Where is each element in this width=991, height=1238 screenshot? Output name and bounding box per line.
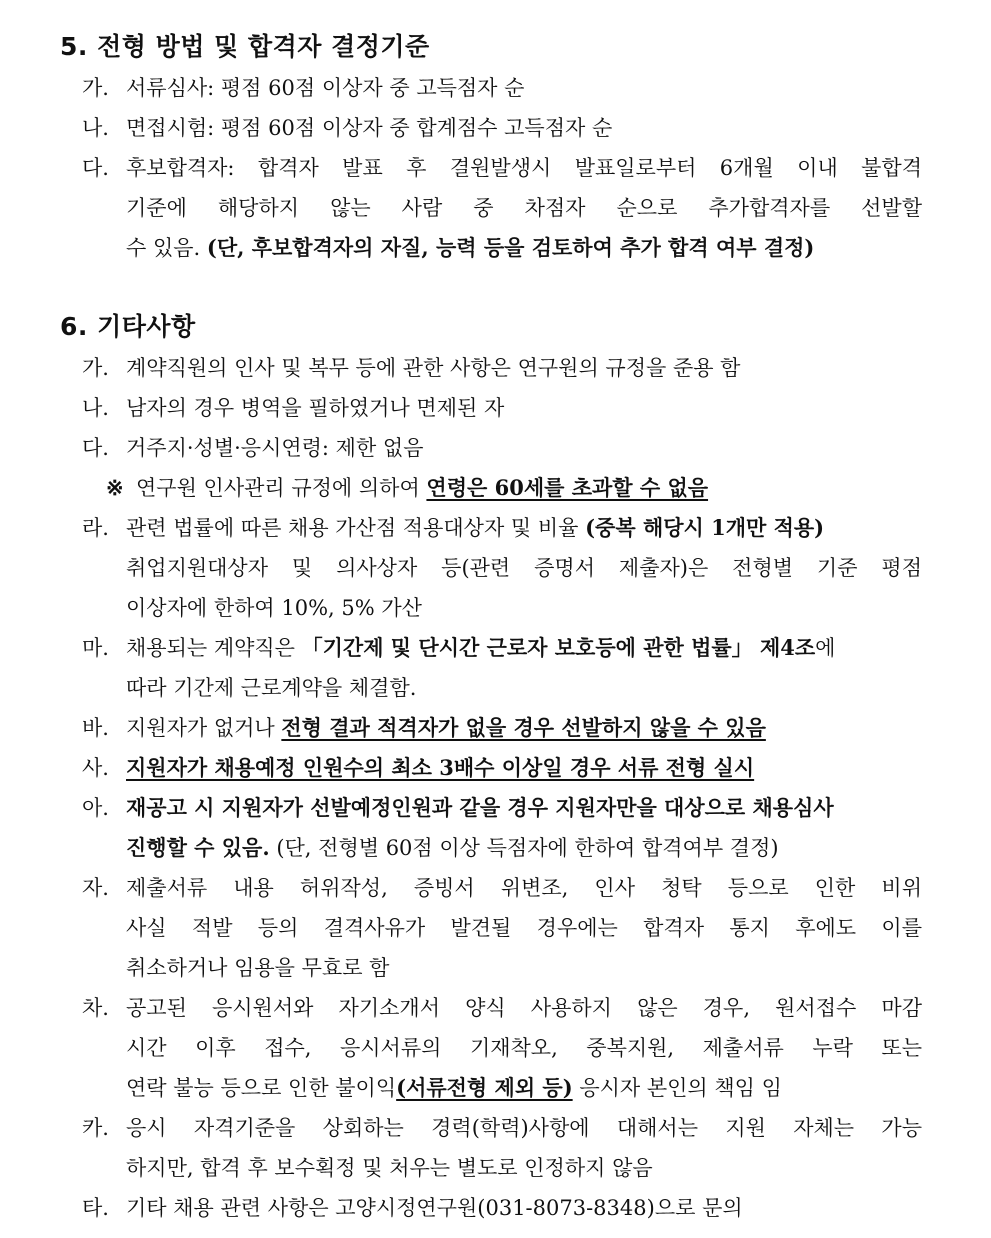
- item-marker: 카.: [82, 1116, 109, 1140]
- s6-item-sa: [82, 748, 922, 788]
- s6-item-ra: [82, 508, 922, 548]
- item-marker: 가.: [82, 356, 109, 380]
- item-marker: 바.: [82, 716, 109, 740]
- s6-item-cha: [82, 988, 922, 1028]
- s6-item-ma: [82, 628, 922, 668]
- section-5-heading: 5. 전형 방법 및 합격자 결정기준: [60, 32, 430, 61]
- s6-item-ka-cont: [126, 1148, 922, 1188]
- item-marker: 차.: [82, 996, 109, 1020]
- item-text: 기준에 해당하지 않는 사람 중 차점자 순으로 추가합격자를 선발할: [126, 196, 922, 220]
- item-text: 이상자에 한하여 10%, 5% 가산: [126, 596, 422, 620]
- item-text: 지원자가 없거나: [126, 716, 282, 740]
- item-marker: 라.: [82, 516, 109, 540]
- s5-item-da-cont: [126, 188, 922, 228]
- item-emphasis: (단, 후보합격자의 자질, 능력 등을 검토하여 추가 합격 여부 결정): [206, 235, 815, 260]
- item-text: 서류심사: 평점 60점 이상자 중 고득점자 순: [126, 76, 525, 100]
- s6-item-ka: [82, 1108, 922, 1148]
- s6-item-da: [82, 428, 922, 468]
- reference-mark: ※: [106, 475, 124, 500]
- s6-item-ra-cont: [126, 548, 922, 588]
- item-emphasis: (서류전형 제외 등): [396, 1075, 573, 1100]
- item-text: 거주지·성별·응시연령: 제한 없음: [126, 436, 424, 460]
- item-text: 연락 불능 등으로 인한 불이익: [126, 1076, 397, 1100]
- item-text: 제출서류 내용 허위작성, 증빙서 위변조, 인사 청탁 등으로 인한 비위: [126, 876, 922, 900]
- item-text: 수 있음.: [126, 236, 207, 260]
- s6-item-ra-cont2: [126, 588, 922, 628]
- s6-item-ta: [82, 1188, 922, 1228]
- item-emphasis: 진행할 수 있음.: [126, 835, 270, 860]
- item-text: 취업지원대상자 및 의사상자 등(관련 증명서 제출자)은 전형별 기준 평점: [126, 556, 922, 580]
- item-text: 계약직원의 인사 및 복무 등에 관한 사항은 연구원의 규정을 준용 함: [126, 356, 741, 380]
- s6-item-ga: [82, 348, 922, 388]
- item-text-end: 에: [815, 636, 836, 660]
- item-emphasis: 「기간제 및 단시간 근로자 보호등에 관한 법률」 제4조: [301, 635, 816, 660]
- s6-item-na: [82, 388, 922, 428]
- item-text: 채용되는 계약직은: [126, 636, 302, 660]
- item-text: 사실 적발 등의 결격사유가 발견될 경우에는 합격자 통지 후에도 이를: [126, 916, 922, 940]
- item-marker: 다.: [82, 436, 109, 460]
- item-marker: 자.: [82, 876, 109, 900]
- s6-note-age: [106, 468, 946, 508]
- item-emphasis: (중복 해당시 1개만 적용): [585, 515, 825, 540]
- item-text: (단, 전형별 60점 이상 득점자에 한하여 합격여부 결정): [269, 836, 779, 860]
- item-marker: 다.: [82, 156, 109, 180]
- section-6-heading: 6. 기타사항: [60, 312, 196, 341]
- item-text: 기타 채용 관련 사항은 고양시정연구원(031-8073-8348)으로 문의: [126, 1196, 743, 1220]
- item-emphasis: 지원자가 채용예정 인원수의 최소 3배수 이상일 경우 서류 전형 실시: [126, 755, 755, 780]
- s6-item-ja-cont: [126, 908, 922, 948]
- s5-item-na: [82, 108, 922, 148]
- s6-item-ja: [82, 868, 922, 908]
- s5-item-ga: [82, 68, 922, 108]
- item-emphasis: 재공고 시 지원자가 선발예정인원과 같을 경우 지원자만을 대상으로 채용심사: [126, 795, 834, 820]
- s6-item-a-cont: [126, 828, 922, 868]
- s6-item-ma-cont: [126, 668, 922, 708]
- item-emphasis: 전형 결과 적격자가 없을 경우 선발하지 않을 수 있음: [281, 715, 766, 740]
- item-marker: 아.: [82, 796, 109, 820]
- item-marker: 나.: [82, 396, 109, 420]
- item-text: 연구원 인사관리 규정에 의하여: [136, 476, 427, 500]
- item-marker: 나.: [82, 116, 109, 140]
- s6-item-cha-cont: [126, 1028, 922, 1068]
- item-text: 응시 자격기준을 상회하는 경력(학력)사항에 대해서는 지원 자체는 가능: [126, 1116, 922, 1140]
- item-text: 따라 기간제 근로계약을 체결함.: [126, 676, 417, 700]
- item-marker: 타.: [82, 1196, 109, 1220]
- s5-item-da: [82, 148, 922, 188]
- item-text-end: 응시자 본인의 책임 임: [572, 1076, 782, 1100]
- item-text: 공고된 응시원서와 자기소개서 양식 사용하지 않은 경우, 원서접수 마감: [126, 996, 922, 1020]
- item-text: 면접시험: 평점 60점 이상자 중 합계점수 고득점자 순: [126, 116, 613, 140]
- item-text: 취소하거나 임용을 무효로 함: [126, 956, 390, 980]
- item-text: 남자의 경우 병역을 필하였거나 면제된 자: [126, 396, 505, 420]
- item-text: 하지만, 합격 후 보수획정 및 처우는 별도로 인정하지 않음: [126, 1156, 653, 1180]
- s6-item-cha-cont2: [126, 1068, 922, 1108]
- s6-item-ja-cont2: [126, 948, 922, 988]
- item-marker: 가.: [82, 76, 109, 100]
- item-text: 후보합격자: 합격자 발표 후 결원발생시 발표일로부터 6개월 이내 불합격: [126, 156, 922, 180]
- s5-item-da-cont2: [126, 228, 922, 268]
- s6-item-ba: [82, 708, 922, 748]
- item-marker: 마.: [82, 636, 109, 660]
- item-marker: 사.: [82, 756, 109, 780]
- item-text: 관련 법률에 따른 채용 가산점 적용대상자 및 비율: [126, 516, 586, 540]
- item-text: 시간 이후 접수, 응시서류의 기재착오, 중복지원, 제출서류 누락 또는: [126, 1036, 922, 1060]
- s6-item-a: [82, 788, 922, 828]
- item-emphasis: 연령은 60세를 초과할 수 없음: [426, 475, 709, 500]
